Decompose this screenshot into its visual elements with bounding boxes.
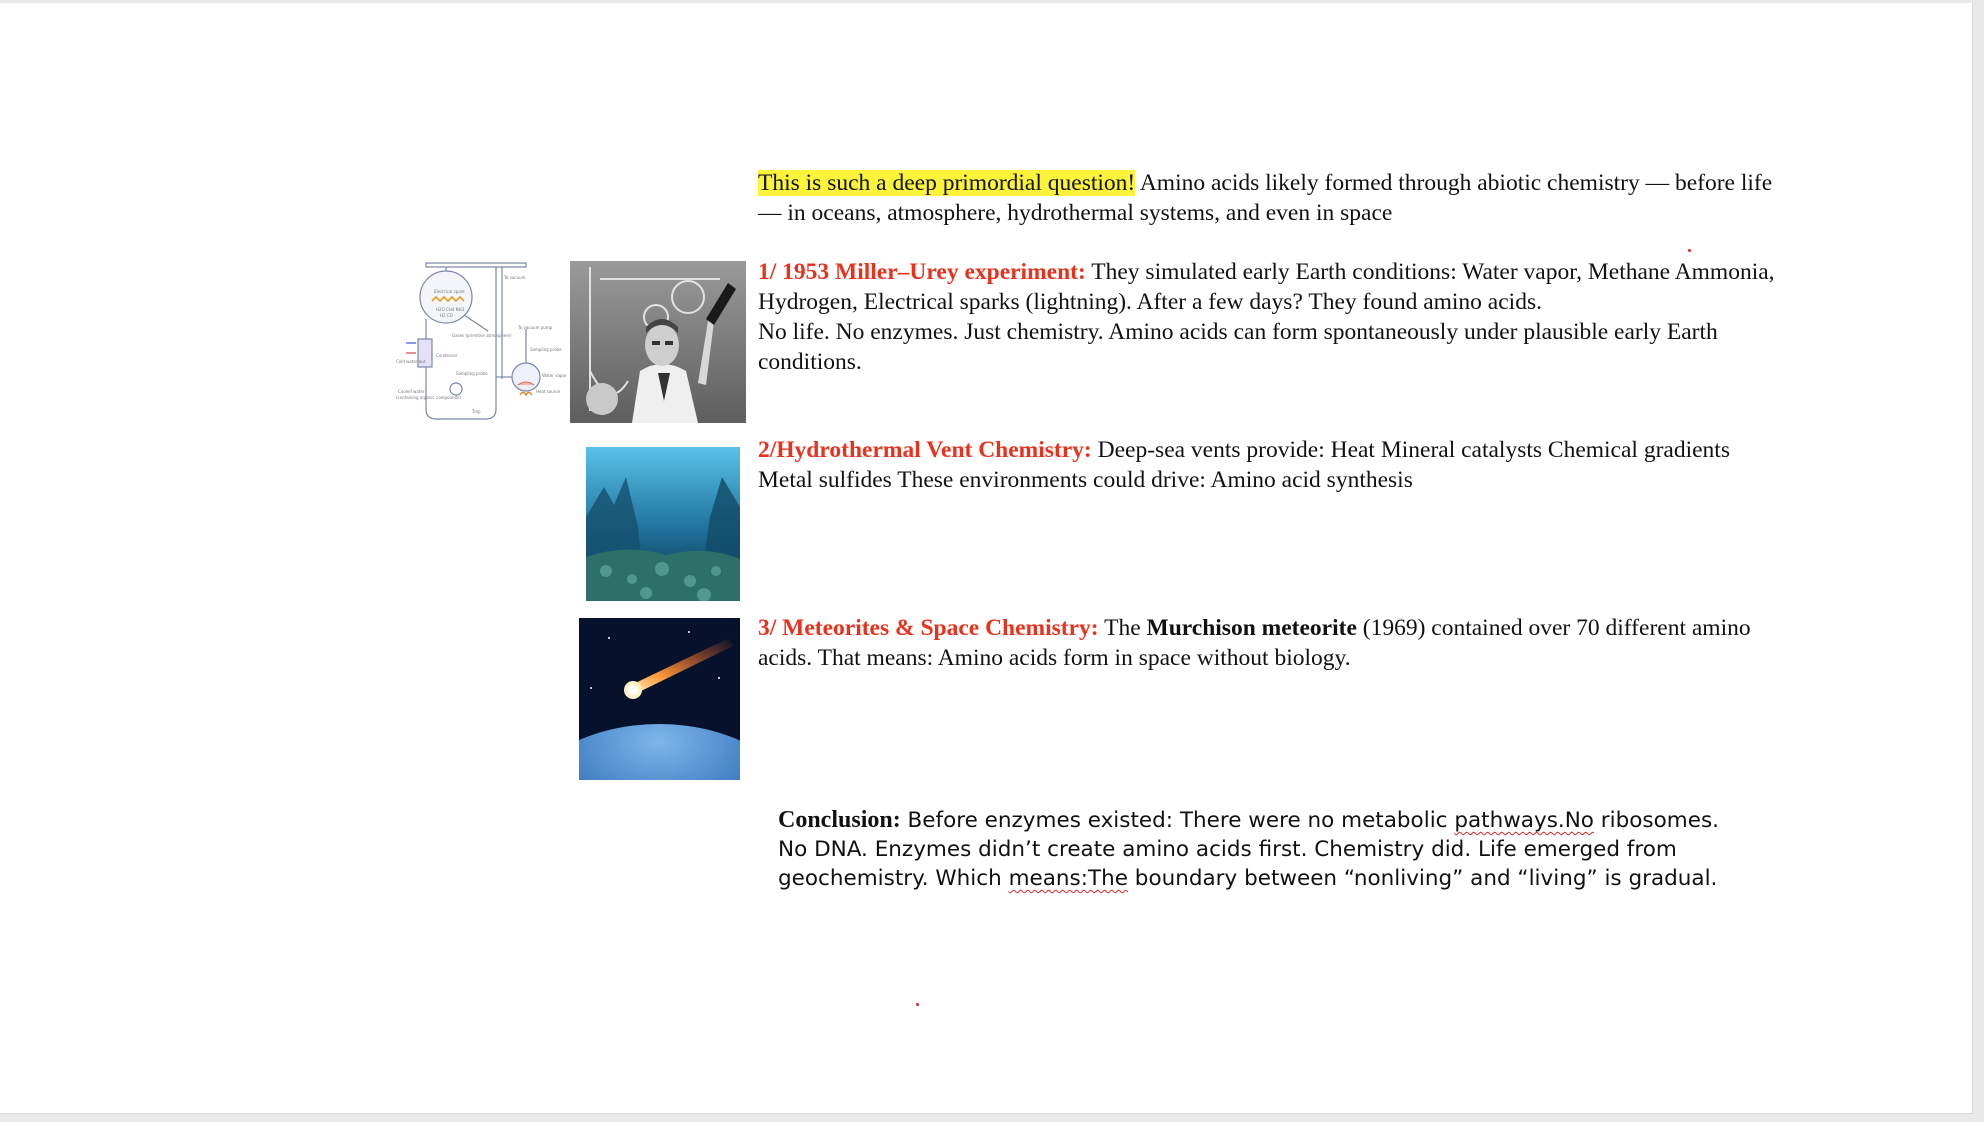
murchison-meteorite-bold: Murchison meteorite bbox=[1146, 615, 1357, 641]
conclusion-paragraph bbox=[778, 806, 1738, 893]
deep-sea-vent-photo-icon bbox=[586, 447, 740, 601]
conclusion-text-1: Before enzymes existed: There were no metabolic bbox=[900, 808, 1455, 833]
spelling-flag-means: means:The bbox=[1008, 866, 1128, 891]
svg-text:To vacuum pump: To vacuum pump bbox=[518, 325, 553, 330]
section1-text-2: No life. No enzymes. Just chemistry. Amino acids can form spontaneously under plausible early Earth conditions. bbox=[758, 319, 1718, 375]
svg-text:Water vapor: Water vapor bbox=[542, 373, 567, 378]
svg-text:(containing organic compounds): (containing organic compounds) bbox=[396, 395, 461, 400]
svg-text:H2O CH4 NH3: H2O CH4 NH3 bbox=[436, 307, 465, 312]
section-miller-urey bbox=[758, 257, 1788, 377]
conclusion-text-2: ribosomes. No DNA. Enzymes didn’t create amino acids first. Chemistry did. Life emerged from geochemistry. Which bbox=[778, 808, 1719, 891]
svg-text:Cold water out: Cold water out bbox=[396, 359, 426, 364]
section-meteorites bbox=[758, 613, 1788, 673]
section2-heading: 2/Hydrothermal Vent Chemistry: bbox=[758, 437, 1092, 463]
svg-text:Gases (primitive atmosphere): Gases (primitive atmosphere) bbox=[452, 333, 512, 338]
svg-text:Trap: Trap bbox=[472, 409, 481, 414]
svg-text:Heat source: Heat source bbox=[536, 389, 561, 394]
intro-paragraph bbox=[758, 168, 1788, 228]
conclusion-text-3: boundary between “nonliving” and “living” is gradual. bbox=[1127, 866, 1718, 891]
document-page bbox=[0, 3, 1973, 1114]
svg-text:Condenser: Condenser bbox=[436, 353, 458, 358]
section3-heading: 3/ Meteorites & Space Chemistry: bbox=[758, 615, 1099, 641]
scientist-photo-icon bbox=[570, 261, 746, 423]
stray-mark-dot bbox=[1688, 249, 1691, 252]
section-hydrothermal bbox=[758, 435, 1788, 495]
conclusion-label: Conclusion: bbox=[778, 807, 901, 833]
meteorite-earth-photo-icon bbox=[579, 618, 740, 780]
intro-text: Amino acids likely formed through abiotic chemistry — before life — in oceans, atmosphere, hydrothermal systems, and even in space bbox=[758, 170, 1773, 226]
svg-text:To vacuum: To vacuum bbox=[504, 275, 526, 280]
intro-highlight: This is such a deep primordial question! bbox=[758, 170, 1136, 196]
svg-text:Sampling probe: Sampling probe bbox=[456, 371, 488, 376]
svg-text:Cooled water: Cooled water bbox=[398, 389, 425, 394]
stray-mark-dot bbox=[916, 1003, 919, 1006]
svg-text:H2 CO: H2 CO bbox=[440, 313, 453, 318]
section1-heading: 1/ 1953 Miller–Urey experiment: bbox=[758, 259, 1086, 285]
miller-urey-diagram-icon bbox=[396, 259, 568, 423]
section1-text: They simulated early Earth conditions: Water vapor, Methane Ammonia, Hydrogen, Electrical sparks (lightning). After a few days? They found amino acids. bbox=[758, 259, 1775, 315]
spelling-flag-pathways: pathways.No bbox=[1454, 808, 1594, 833]
section3-text-pre: The bbox=[1098, 615, 1147, 641]
section2-text: Deep-sea vents provide: Heat Mineral catalysts Chemical gradients Metal sulfides These environments could drive: Amino acid synthesis bbox=[758, 437, 1730, 493]
svg-text:Sampling probe: Sampling probe bbox=[530, 347, 562, 352]
section3-text-post: (1969) contained over 70 different amino acids. That means: Amino acids form in space without biology. bbox=[758, 615, 1751, 671]
svg-text:Electrical spark: Electrical spark bbox=[434, 289, 465, 294]
